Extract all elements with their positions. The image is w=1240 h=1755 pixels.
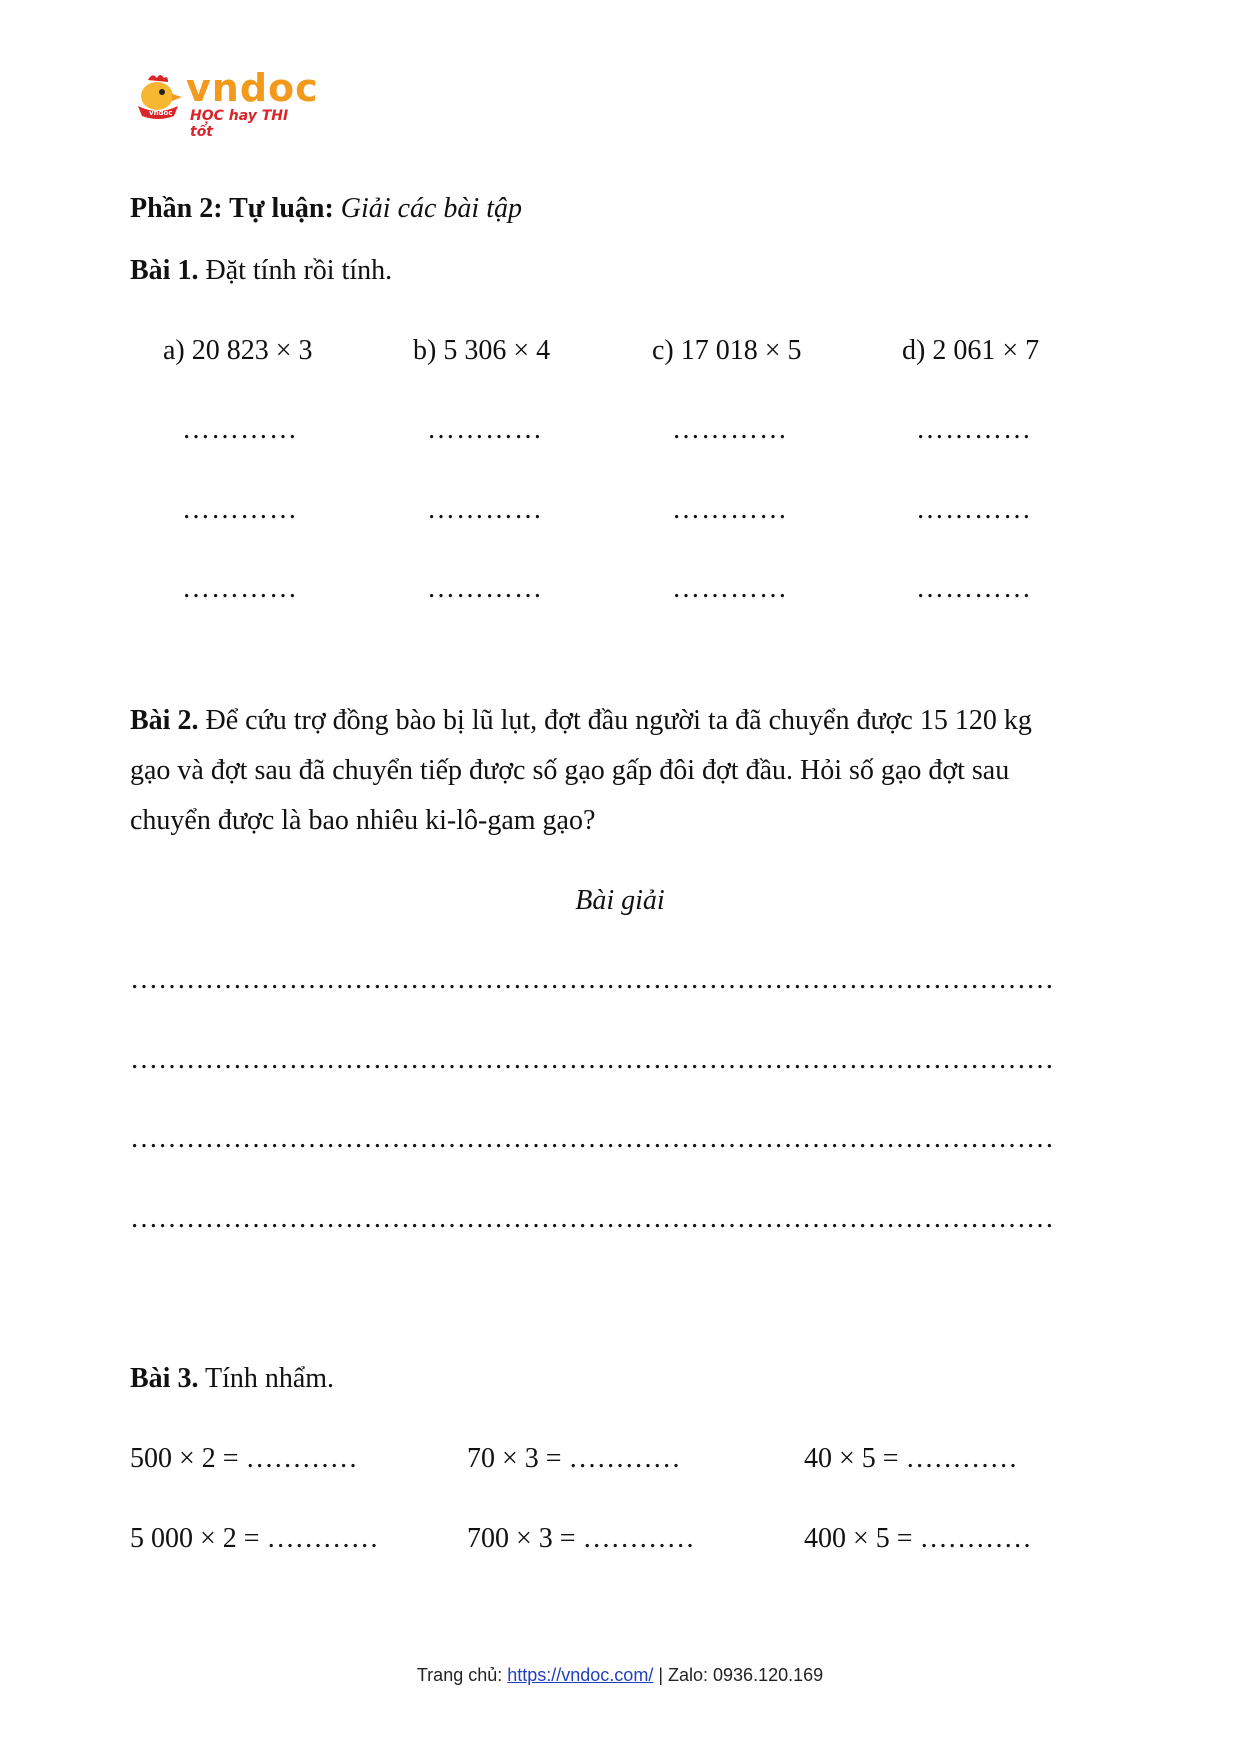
bai3-item: 70 × 3 = ………… — [467, 1443, 681, 1474]
bai2-text-line2: gạo và đợt sau đã chuyển tiếp được số gạo gấp đôi đợt đầu. Hỏi số gạo đợt sau — [130, 755, 1010, 786]
bai3-item: 400 × 5 = ………… — [804, 1523, 1032, 1554]
bai1-blank: ………… — [672, 494, 788, 525]
bai3-text: Tính nhẩm. — [204, 1363, 335, 1394]
bai1-blank: ………… — [672, 573, 788, 604]
bai3-item: 40 × 5 = ………… — [804, 1443, 1018, 1474]
bai1-blank: ………… — [182, 414, 298, 445]
bai1-blank: ………… — [182, 573, 298, 604]
bai1-heading — [130, 254, 392, 288]
bai1-blank: ………… — [672, 414, 788, 445]
part2-heading — [130, 192, 522, 226]
part2-subtitle: Giải các bài tập — [340, 193, 522, 224]
bai1-problem-c: c) 17 018 × 5 — [652, 335, 802, 366]
bai3-label: Bài 3. — [130, 1363, 199, 1394]
footer-home-link[interactable]: https://vndoc.com/ — [507, 1665, 654, 1685]
footer-home-label: Trang chủ: — [416, 1665, 508, 1685]
bai1-blank: ………… — [916, 494, 1032, 525]
bai3-item: 700 × 3 = ………… — [467, 1523, 695, 1554]
bai1-blank: ………… — [182, 494, 298, 525]
bai3-item: 5 000 × 2 = ………… — [130, 1523, 379, 1554]
bai2-line1 — [130, 704, 1032, 738]
answer-line: ……………………………………………………………………………………… — [130, 964, 1054, 995]
svg-text:vndoc: vndoc — [149, 109, 173, 117]
answer-line: ……………………………………………………………………………………… — [130, 1044, 1054, 1075]
bai2-text-line1: Để cứu trợ đồng bào bị lũ lụt, đợt đầu người ta đã chuyển được 15 120 kg — [205, 705, 1032, 736]
logo-tagline: HỌC hay THI tốt — [190, 108, 289, 140]
part2-title: Phần 2: Tự luận: — [130, 193, 334, 224]
bai1-problem-a: a) 20 823 × 3 — [163, 335, 313, 366]
bai2-label: Bài 2. — [130, 705, 199, 736]
logo — [130, 66, 319, 140]
bai1-blank: ………… — [427, 573, 543, 604]
bai1-blank: ………… — [916, 414, 1032, 445]
bai2-text-line3: chuyển được là bao nhiêu ki-lô-gam gạo? — [130, 805, 596, 836]
logo-wordmark: vndoc — [186, 66, 319, 110]
bai3-heading — [130, 1362, 334, 1396]
answer-line: ……………………………………………………………………………………… — [130, 1123, 1054, 1154]
bai1-blank: ………… — [916, 573, 1032, 604]
bai3-item: 500 × 2 = ………… — [130, 1443, 358, 1474]
bai1-problem-d: d) 2 061 × 7 — [902, 335, 1040, 366]
footer — [0, 1665, 1240, 1686]
bai1-blank: ………… — [427, 414, 543, 445]
bai1-text: Đặt tính rồi tính. — [205, 255, 393, 286]
solution-title — [0, 884, 1240, 918]
bai1-problem-b: b) 5 306 × 4 — [413, 335, 551, 366]
footer-zalo: | Zalo: 0936.120.169 — [653, 1665, 824, 1685]
rooster-mascot-icon — [130, 70, 186, 126]
solution-title-text: Bài giải — [575, 885, 665, 916]
bai1-blank: ………… — [427, 494, 543, 525]
bai1-label: Bài 1. — [130, 255, 199, 286]
answer-line: ……………………………………………………………………………………… — [130, 1203, 1054, 1234]
